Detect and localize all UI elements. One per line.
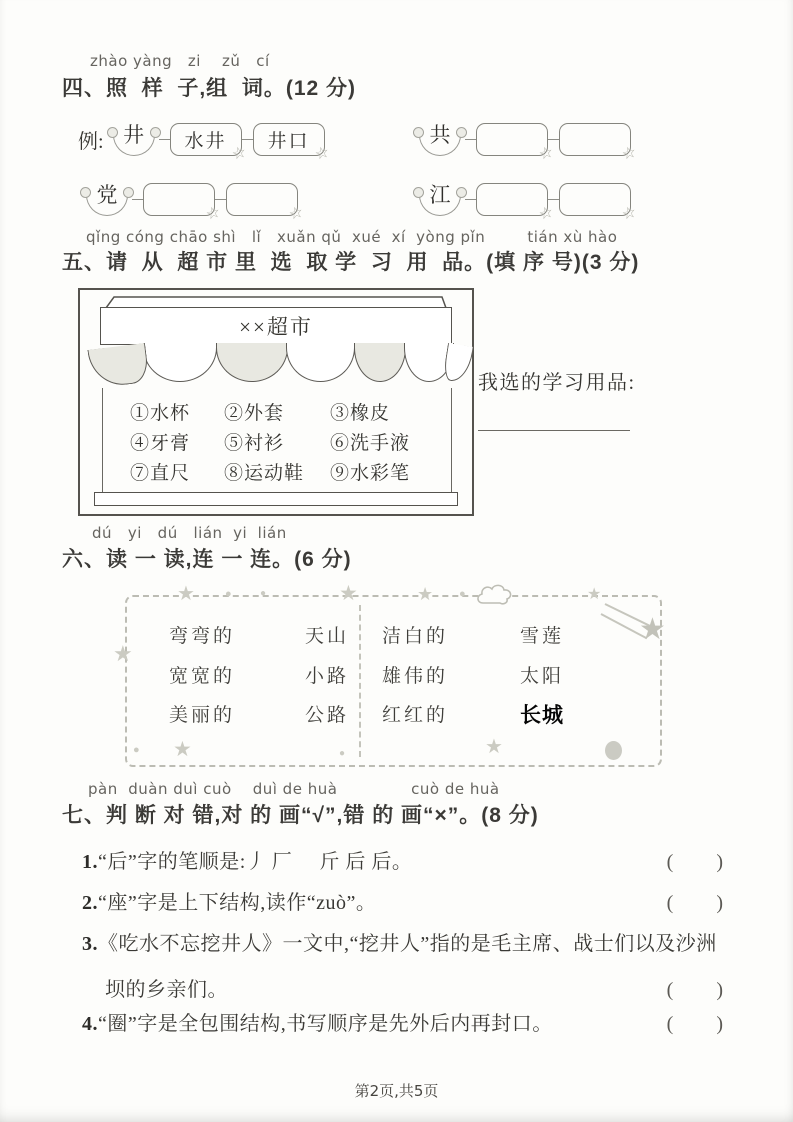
answer-paren[interactable]: ( ): [666, 979, 724, 1001]
star-icon: ☆: [230, 142, 251, 164]
match-noun-overlay[interactable]: 长城: [520, 704, 564, 727]
section7-title: 七、判 断 对 错,对 的 画“√”,错 的 画“×”。(8 分): [62, 804, 539, 827]
answer-label: 我选的学习用品:: [478, 372, 636, 394]
match-noun[interactable]: 公路: [305, 705, 350, 726]
item-number: 4.: [82, 1013, 98, 1035]
shop-item: ⑦直尺: [130, 462, 191, 484]
word-box-empty[interactable]: [476, 183, 557, 224]
dot-icon: ●: [260, 588, 267, 599]
shop-item-row: [130, 426, 470, 456]
word-box-empty[interactable]: [559, 123, 640, 164]
prompt-char: 江: [429, 183, 451, 207]
cloud-icon: [475, 581, 515, 607]
match-adjective[interactable]: 洁白的: [382, 626, 449, 647]
word-group-jiang: [415, 178, 640, 224]
word-group-gong: [415, 118, 640, 164]
connector-line: [465, 199, 476, 200]
awning-scallop: [216, 343, 288, 382]
example-char: 井: [123, 123, 145, 147]
match-noun[interactable]: 小路: [305, 666, 350, 687]
star-icon: ★: [417, 584, 434, 604]
judge-item-2: [82, 886, 732, 915]
shop-item: ⑥洗手液: [330, 432, 411, 454]
awning-scallop: [354, 343, 406, 382]
item-text-line2-wrap: [82, 973, 732, 1002]
section5-title: 五、请 从 超 市 里 选 取 学 习 用 品。(填 序 号)(3 分): [62, 251, 640, 274]
star-icon: ★: [587, 586, 602, 603]
connector-line: [159, 139, 170, 140]
awning-scallop: [143, 343, 217, 382]
star-icon: ☆: [536, 202, 557, 224]
example-label: 例:: [78, 130, 104, 153]
swing-character: [109, 118, 159, 160]
item-number: 2.: [82, 892, 98, 914]
star-icon: ★: [177, 583, 195, 605]
shop-item-row: [130, 456, 470, 486]
word-text: 水井: [184, 130, 227, 152]
match-adjective[interactable]: 宽宽的: [169, 666, 236, 687]
word-box-filled: [253, 123, 334, 164]
connector-line: [132, 199, 143, 200]
section4-title: 四、照 样 子,组 词。(12 分): [62, 77, 357, 100]
shop-item: ①水杯: [130, 402, 191, 424]
connector-line: [242, 139, 253, 140]
match-noun[interactable]: 雪莲: [520, 626, 565, 647]
awning-tip: [442, 343, 473, 384]
shop-item: ②外套: [224, 402, 285, 424]
item-number: 3.: [82, 933, 98, 955]
swing-character: [415, 118, 465, 160]
item-text: “圈”字是全包围结构,书写顺序是先外后内再封口。: [98, 1013, 553, 1035]
match-adjective[interactable]: 红红的: [382, 705, 449, 726]
shop-item: ⑤衬衫: [224, 432, 285, 454]
match-adjective[interactable]: 弯弯的: [169, 626, 236, 647]
shop-sign: ××超市: [100, 307, 452, 345]
star-icon: ★: [173, 737, 192, 761]
star-icon: ☆: [536, 142, 557, 164]
word-box-empty[interactable]: [143, 183, 224, 224]
word-box-empty[interactable]: [476, 123, 557, 164]
star-icon: ☆: [619, 202, 640, 224]
match-noun[interactable]: 太阳: [520, 666, 565, 687]
shop-item: ⑨水彩笔: [330, 462, 411, 484]
item-text: “后”字的笔顺是:丿 厂 𠂋 斤 后 后。: [98, 851, 413, 873]
star-icon: ☆: [203, 202, 224, 224]
word-box-empty[interactable]: [226, 183, 307, 224]
connector-line: [548, 139, 559, 140]
star-icon: ★: [339, 581, 358, 605]
judge-item-3: [82, 927, 732, 1002]
shop-item-row: [130, 396, 470, 426]
word-group-dang: [82, 178, 307, 224]
word-box-filled: [170, 123, 251, 164]
star-icon: ★: [485, 736, 503, 758]
section5-pinyin: qǐng cóng chāo shì lǐ xuǎn qǔ xué xí yòng pǐn tián xù hào: [86, 228, 618, 246]
prompt-char: 共: [429, 123, 451, 147]
star-icon: ☆: [619, 142, 640, 164]
judge-item-1: [82, 845, 732, 874]
awning: [88, 343, 454, 389]
star-icon: ★: [113, 641, 133, 666]
section7-pinyin: pàn duàn duì cuò duì de huà cuò de huà: [88, 780, 500, 798]
item-text: “座”字是上下结构,读作“zuò”。: [98, 892, 377, 914]
judge-item-4: [82, 1007, 732, 1036]
dot-icon: ●: [459, 588, 466, 600]
connector-line: [548, 199, 559, 200]
star-icon: ☆: [313, 142, 334, 164]
match-noun[interactable]: 天山: [305, 626, 350, 647]
word-text: 井口: [267, 130, 310, 152]
answer-paren[interactable]: ( ): [666, 851, 724, 873]
shop-item-list: [130, 396, 470, 486]
connector-line: [215, 199, 226, 200]
item-number: 1.: [82, 851, 98, 873]
dot-icon: ●: [133, 744, 140, 756]
match-adjective[interactable]: 美丽的: [169, 705, 236, 726]
item-text-line2: 坝的乡亲们。: [105, 979, 228, 1001]
supermarket-illustration: [78, 288, 474, 516]
connector-line: [465, 139, 476, 140]
shop-base: [94, 492, 458, 506]
answer-paren[interactable]: ( ): [666, 1013, 724, 1035]
dot-icon: ●: [225, 588, 232, 600]
answer-blank-line[interactable]: [478, 402, 630, 431]
answer-paren[interactable]: ( ): [666, 892, 724, 914]
section4-pinyin: zhào yàng zi zǔ cí: [90, 52, 270, 70]
prompt-char: 党: [96, 183, 118, 207]
balloon-blob-icon: [605, 741, 622, 760]
star-icon: ★: [639, 613, 666, 646]
swing-character: [415, 178, 465, 220]
word-group-example: [78, 118, 334, 164]
shop-item: ⑧运动鞋: [224, 462, 305, 484]
awning-scallop: [286, 343, 355, 382]
shop-item: ③橡皮: [330, 402, 391, 424]
star-icon: ☆: [286, 202, 307, 224]
dot-icon: ●: [339, 748, 346, 759]
match-adjective[interactable]: 雄伟的: [382, 666, 449, 687]
matching-divider: [359, 605, 361, 757]
word-box-empty[interactable]: [559, 183, 640, 224]
swing-character: [82, 178, 132, 220]
shop-item: ④牙膏: [130, 432, 191, 454]
section6-pinyin: dú yi dú lián yi lián: [92, 524, 287, 542]
page-number: 第2页,共5页: [354, 1082, 439, 1100]
awning-scallop: [87, 343, 149, 389]
section6-title: 六、读 一 读,连 一 连。(6 分): [62, 548, 352, 571]
matching-box: [113, 581, 666, 767]
item-text: 《吃水不忘挖井人》一文中,“挖井人”指的是毛主席、战士们以及沙洲: [98, 933, 717, 955]
